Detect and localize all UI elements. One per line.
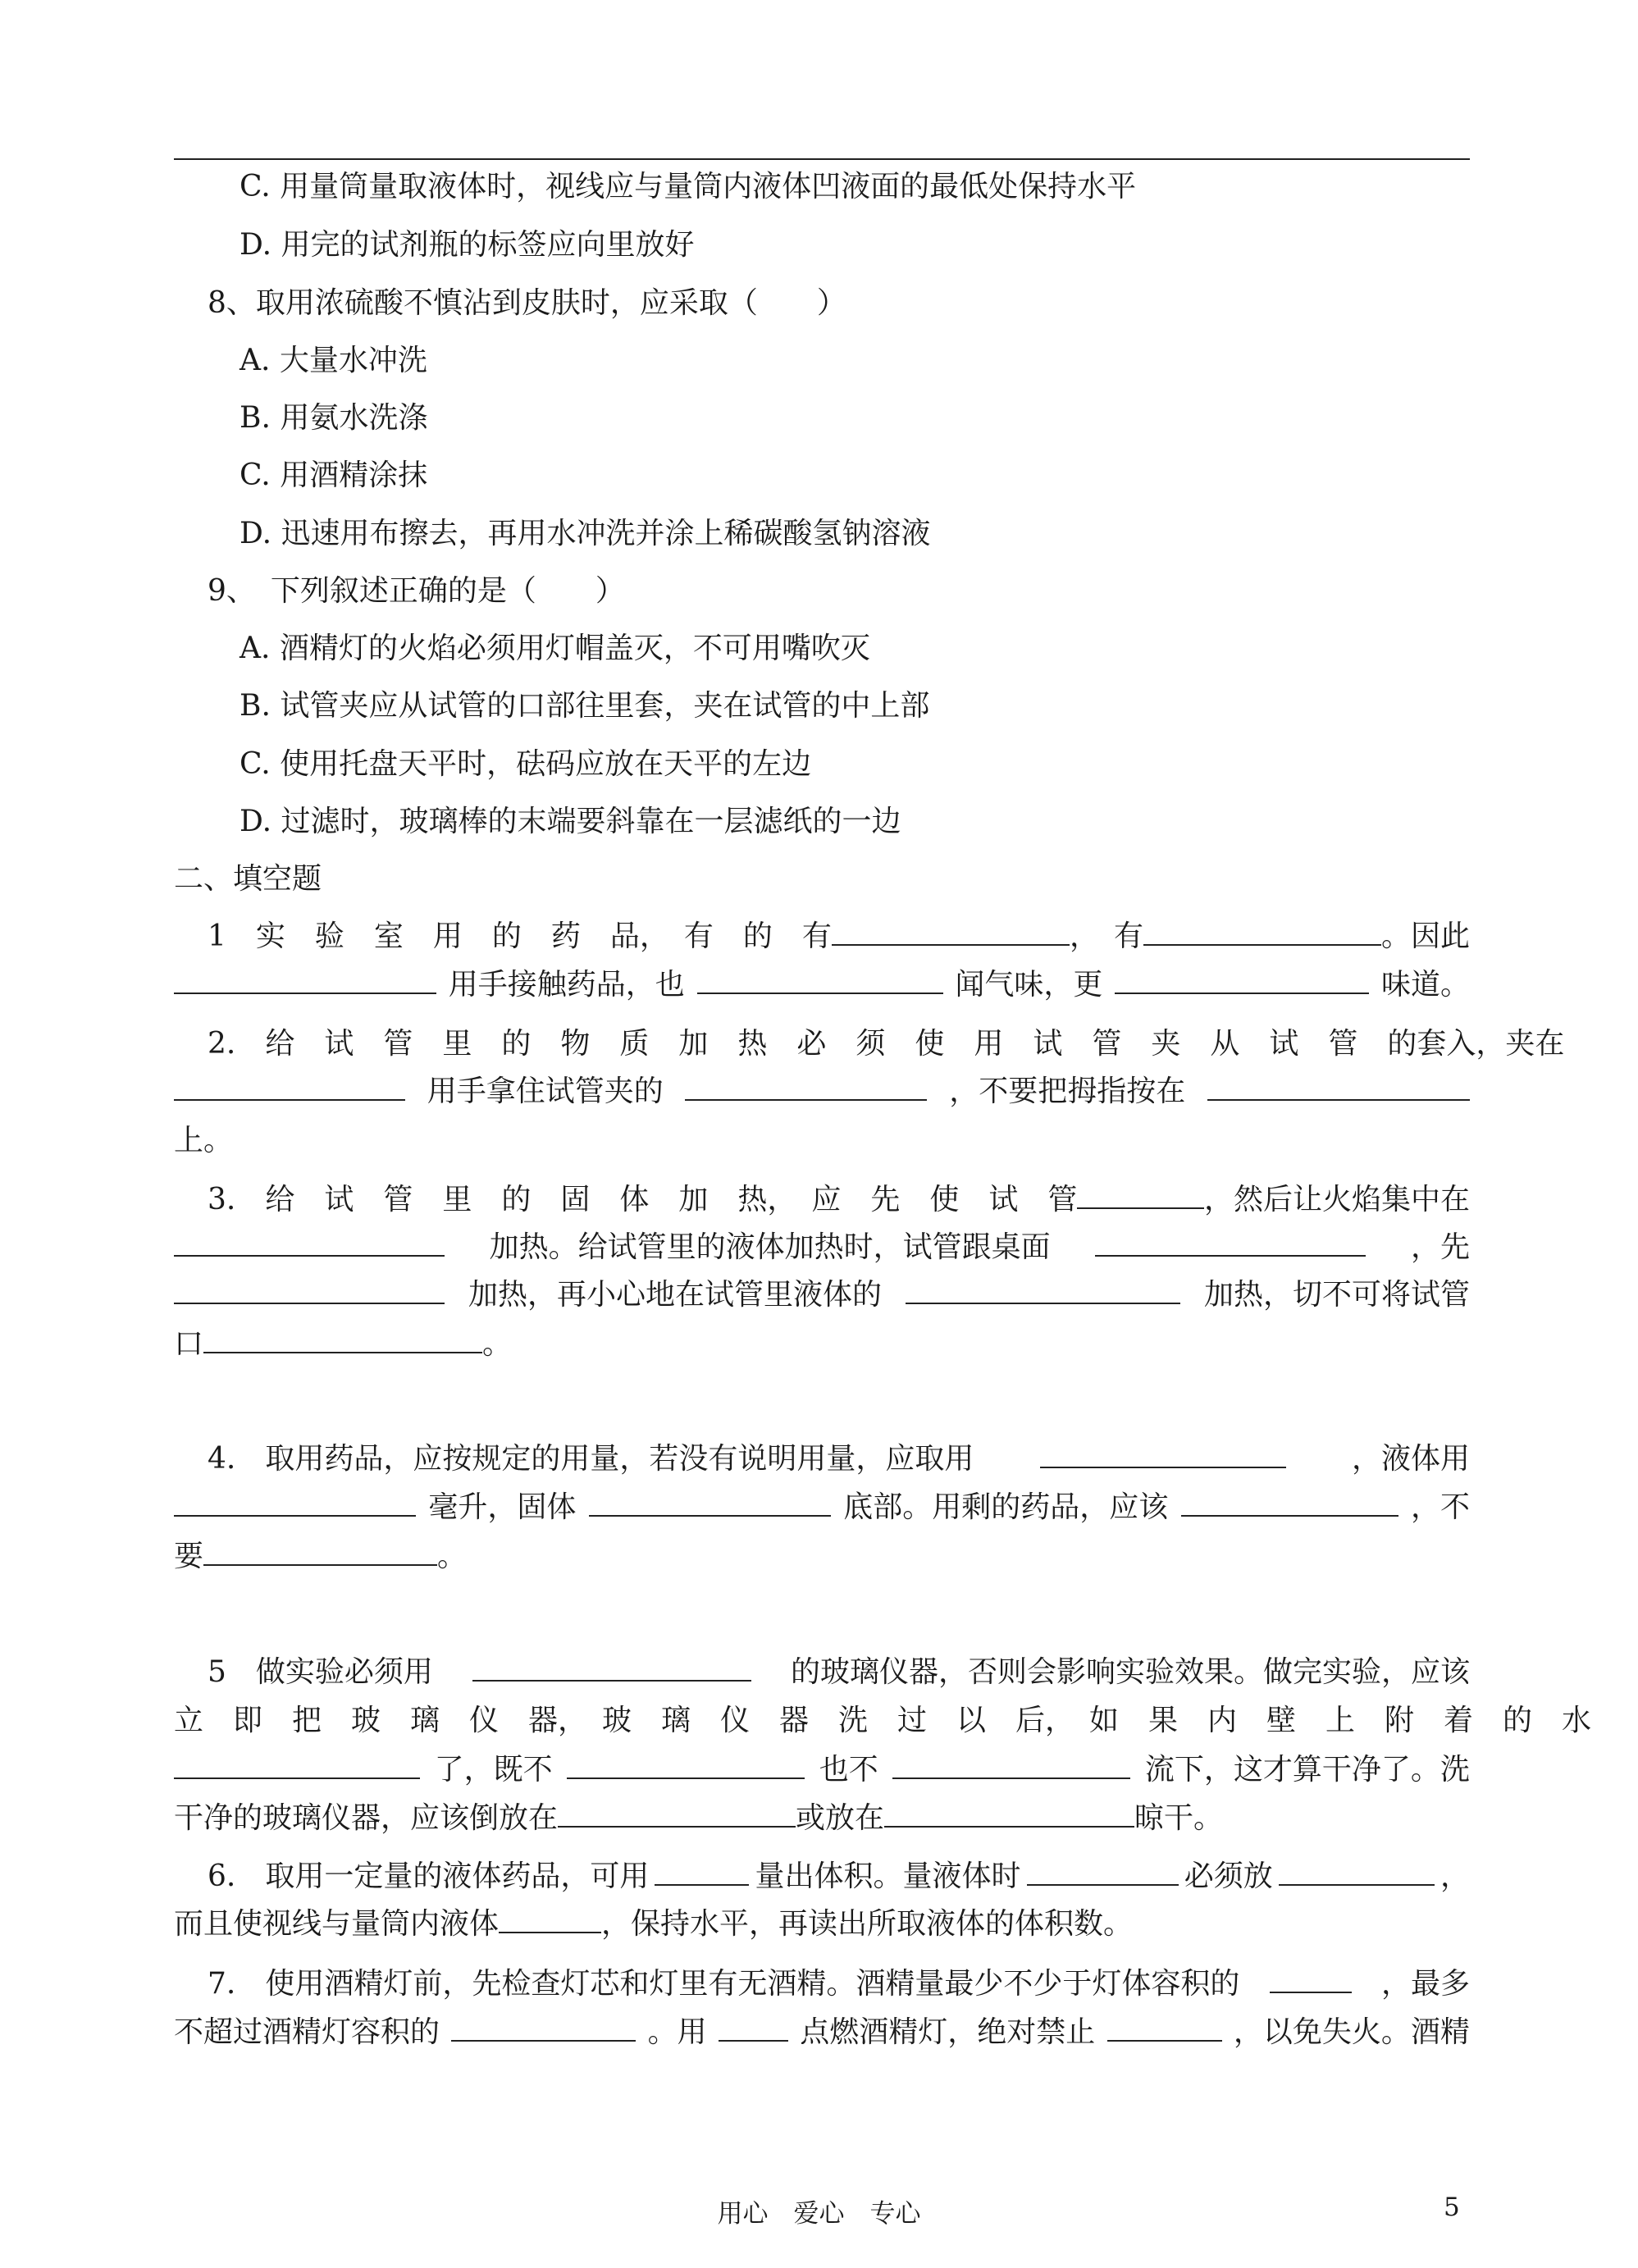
fill5-line2 [174, 1702, 1592, 1740]
fill5-text: 或放在 [796, 1801, 885, 1835]
fill5-blank-7[interactable] [884, 1801, 1134, 1828]
q9-stem: 9、 下列叙述正确的是（ ） [208, 574, 625, 608]
fill7-line2 [174, 2014, 1470, 2051]
fill7-text: 点燃酒精灯，绝对禁止 [800, 2015, 1096, 2049]
fill5-text: 了，既不 [434, 1753, 553, 1787]
footer-motto: 用心 爱心 专心 [717, 2199, 921, 2229]
fill7-text: 7. 使用酒精灯前，先检查灯芯和灯里有无酒精。酒精量最少不少于灯体容积的 [208, 1967, 1240, 2001]
fill4-text: ，不 [1410, 1490, 1470, 1524]
fill6-line2 [174, 1905, 1133, 1943]
fill4-line1 [208, 1440, 1470, 1478]
fill2-text: 2. 给 试 管 里 的 物 质 加 热 必 须 使 用 试 管 夹 从 试 管 的 [208, 1027, 1417, 1061]
fill1-text: 用手接触药品，也 [448, 968, 685, 1002]
q7-option-d: D. 用完的试剂瓶的标签应向里放好 [240, 228, 695, 262]
fill3-line4 [174, 1326, 512, 1363]
fill3-text: 加热。给试管里的液体加热时，试管跟桌面 [489, 1230, 1051, 1264]
fill2-blank-3[interactable] [685, 1075, 927, 1101]
fill4-blank-5[interactable] [203, 1540, 437, 1566]
fill3-blank-1[interactable] [1077, 1183, 1204, 1209]
fill1-blank-4[interactable] [697, 968, 943, 994]
fill3-blank-6[interactable] [203, 1327, 482, 1353]
fill5-text: 的玻璃仪器，否则会影响实验效果。做完实验，应该 [790, 1655, 1470, 1689]
q9-option-b: B. 试管夹应从试管的口部往里套，夹在试管的中上部 [240, 689, 930, 723]
fill4-text: 底部。用剩的药品，应该 [843, 1490, 1169, 1524]
fill4-text: 。 [437, 1540, 468, 1573]
fill4-blank-1[interactable] [1040, 1442, 1286, 1468]
fill4-text: 4. 取用药品，应按规定的用量，若没有说明用量，应取用 [208, 1442, 974, 1476]
fill3-text: 加热，再小心地在试管里液体的 [468, 1278, 882, 1312]
fill5-text: 晾干。 [1134, 1801, 1224, 1835]
fill7-text: 。用 [647, 2015, 707, 2049]
fill3-line1 [208, 1181, 1470, 1219]
fill5-line4 [174, 1800, 1223, 1837]
fill4-text: 毫升，固体 [428, 1490, 577, 1524]
fill3-blank-4[interactable] [174, 1278, 445, 1304]
fill3-text: 加热，切不可将试管 [1203, 1278, 1470, 1312]
fill6-text: 6. 取用一定量的液体药品，可用 [208, 1860, 650, 1893]
fill3-text: ，然后让火焰集中在 [1203, 1183, 1470, 1216]
fill5-line3 [174, 1751, 1470, 1789]
fill6-line1 [208, 1858, 1470, 1896]
fill5-blank-4[interactable] [567, 1753, 805, 1779]
fill5-blank-5[interactable] [892, 1753, 1130, 1779]
q8-option-d: D. 迅速用布擦去，再用水冲洗并涂上稀碳酸氢钠溶液 [240, 517, 931, 550]
fill3-line2 [174, 1229, 1470, 1266]
fill3-blank-2[interactable] [174, 1230, 445, 1257]
fill4-blank-4[interactable] [1181, 1490, 1398, 1517]
q7-option-c: C. 用量筒量取液体时，视线应与量筒内液体凹液面的最低处保持水平 [240, 170, 1137, 203]
fill5-text: 立 即 把 玻 璃 仪 器 [174, 1704, 559, 1737]
fill4-text: 要 [174, 1540, 204, 1573]
fill1-text: 味道。 [1380, 968, 1470, 1002]
fill2-text: ，不要把拇指按在 [949, 1075, 1186, 1108]
fill6-blank-2[interactable] [1027, 1860, 1179, 1886]
fill6-blank-4[interactable] [499, 1907, 601, 1933]
fill1-line2 [174, 966, 1470, 1004]
fill7-text: ，最多 [1380, 1967, 1470, 2001]
page-number: 5 [1444, 2193, 1460, 2222]
fill1-text: 闻气味，更 [955, 968, 1103, 1002]
fill1-text: 。因此 [1380, 920, 1470, 953]
fill5-blank-1[interactable] [472, 1655, 751, 1682]
fill2-line3: 上。 [174, 1124, 234, 1157]
fill3-line3 [174, 1276, 1470, 1314]
fill6-text: ，保持水平，再读出所取液体的体积数。 [601, 1907, 1134, 1941]
fill6-text: 而且使视线与量筒内液体 [174, 1907, 500, 1941]
fill1-text: 1 实 验 室 用 的 药 品， 有 的 有 [208, 920, 832, 953]
fill2-text: 用手拿住试管夹的 [427, 1075, 664, 1108]
fill4-blank-3[interactable] [589, 1490, 831, 1517]
fill6-text: 必须放 [1184, 1860, 1273, 1893]
fill1-blank-1[interactable] [832, 920, 1070, 946]
fill6-blank-3[interactable] [1279, 1860, 1435, 1886]
q9-option-c: C. 使用托盘天平时，砝码应放在天平的左边 [240, 747, 812, 781]
fill3-text: 3. 给 试 管 里 的 固 体 加 热， 应 先 使 试 管 [208, 1183, 1078, 1216]
fill5-text: 也不 [819, 1753, 878, 1787]
fill7-blank-4[interactable] [1107, 2015, 1222, 2042]
fill2-blank-4[interactable] [1207, 1075, 1470, 1101]
fill1-blank-2[interactable] [1143, 920, 1381, 946]
fill2-line1 [208, 1025, 1565, 1063]
fill3-text: ，先 [1410, 1230, 1470, 1264]
fill6-blank-1[interactable] [655, 1860, 749, 1886]
fill5-text: 干净的玻璃仪器，应该倒放在 [174, 1801, 559, 1835]
fill1-blank-5[interactable] [1115, 968, 1369, 994]
fill5-blank-6[interactable] [558, 1801, 796, 1828]
fill4-blank-2[interactable] [174, 1490, 416, 1517]
fill4-line3 [174, 1538, 467, 1576]
fill4-text: ，液体用 [1351, 1442, 1470, 1476]
fill1-blank-3[interactable] [174, 968, 436, 994]
fill7-text: ，以免失火。酒精 [1233, 2015, 1470, 2049]
section-title: 二、填空题 [174, 862, 322, 896]
fill1-line1 [208, 918, 1470, 956]
header-rule [174, 158, 1470, 160]
fill4-line2 [174, 1489, 1470, 1526]
fill1-text: ， 有 [1069, 920, 1143, 953]
fill2-blank-2[interactable] [174, 1075, 405, 1101]
fill5-text: 5 做实验必须用 [208, 1655, 433, 1689]
fill7-text: 不超过酒精灯容积的 [174, 2015, 440, 2049]
fill3-text: 。 [482, 1327, 513, 1361]
fill5-line1 [208, 1654, 1470, 1691]
fill7-blank-1[interactable] [1270, 1967, 1352, 1993]
fill2-text: 套入，夹在 [1417, 1027, 1565, 1061]
fill2-line2 [174, 1073, 1470, 1111]
fill7-blank-2[interactable] [451, 2015, 636, 2042]
fill7-line1 [208, 1965, 1470, 2003]
fill5-text: 流下，这才算干净了。洗 [1144, 1753, 1470, 1787]
fill3-text: 口 [174, 1327, 204, 1361]
fill5-text: ， 玻 璃 仪 器 洗 过 以 后， 如 果 内 壁 上 附 着 的 水 [558, 1704, 1592, 1737]
fill3-blank-5[interactable] [906, 1278, 1180, 1304]
q8-stem: 8、取用浓硫酸不慎沾到皮肤时，应采取（ ） [208, 286, 846, 320]
fill3-blank-3[interactable] [1095, 1230, 1366, 1257]
fill7-blank-3[interactable] [719, 2015, 788, 2042]
q8-option-b: B. 用氨水洗涤 [240, 401, 428, 435]
fill6-text: ， [1440, 1860, 1470, 1893]
fill5-blank-3[interactable] [174, 1753, 420, 1779]
q9-option-a: A. 酒精灯的火焰必须用灯帽盖灭，不可用嘴吹灭 [240, 632, 870, 665]
q8-option-c: C. 用酒精涂抹 [240, 459, 428, 492]
fill6-text: 量出体积。量液体时 [755, 1860, 1021, 1893]
q8-option-a: A. 大量水冲洗 [240, 344, 427, 377]
q9-option-d: D. 过滤时，玻璃棒的末端要斜靠在一层滤纸的一边 [240, 805, 901, 838]
